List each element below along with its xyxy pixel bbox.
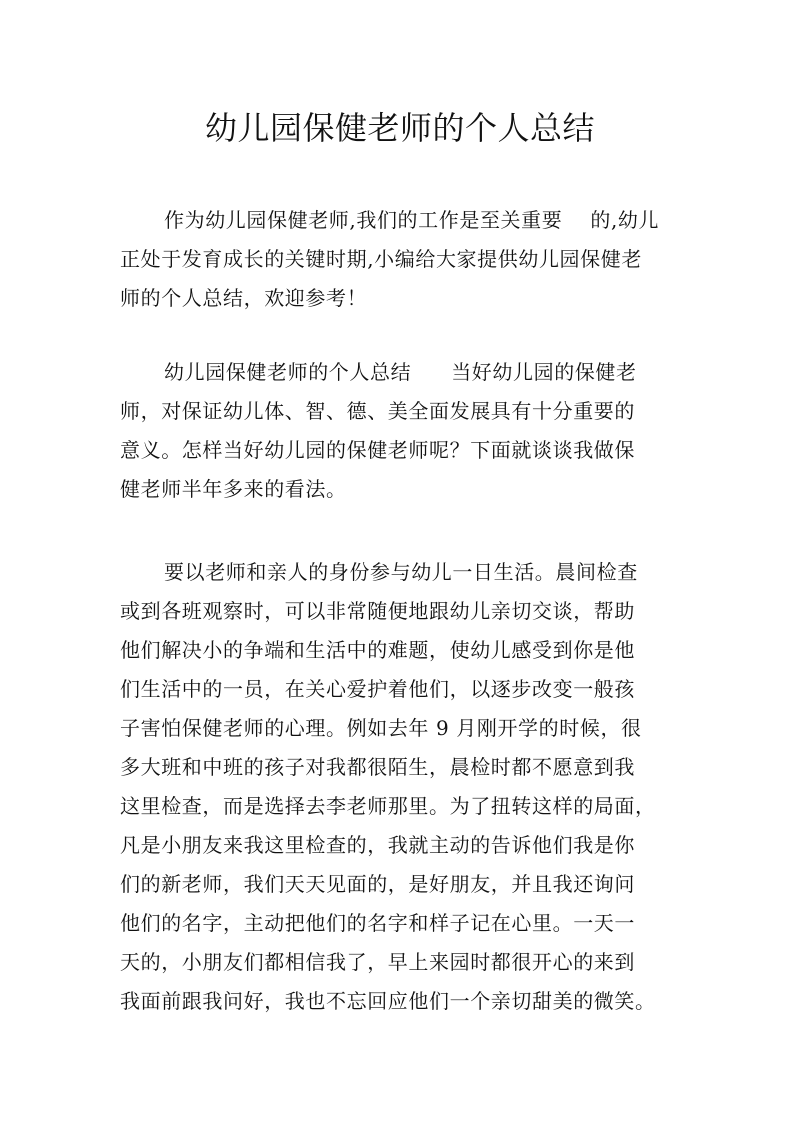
paragraph-line: 天的，小朋友们都相信我了，早上来园时都很开心的来到: [120, 950, 635, 974]
paragraph-line: 们的新老师，我们天天见面的，是好朋友，并且我还询问: [120, 872, 635, 896]
paragraph-line: 健老师半年多来的看法。: [120, 477, 347, 501]
paragraph-line: 我面前跟我问好，我也不忘回应他们一个亲切甜美的微笑。: [120, 989, 656, 1013]
paragraph-line: 师，对保证幼儿体、智、德、美全面发展具有十分重要的: [120, 399, 635, 423]
paragraph-line: 师的个人总结，欢迎参考！: [120, 286, 368, 310]
paragraph-body: [120, 553, 700, 1021]
paragraph-line: 要以老师和亲人的身份参与幼儿一日生活。晨间检查: [164, 560, 638, 584]
paragraph-line: 意义。怎样当好幼儿园的保健老师呢？下面就谈谈我做保: [120, 438, 635, 462]
paragraph-intro: [120, 201, 700, 318]
section-heading: 幼儿园保健老师的个人总结: [164, 360, 412, 384]
paragraph-line: 他们的名字，主动把他们的名字和样子记在心里。一天一: [120, 911, 635, 935]
paragraph-line: 幼儿园保健老师的个人总结 当好幼儿园的保健老: [164, 360, 637, 384]
paragraph-heading-intro: [120, 353, 700, 509]
paragraph-line: 正处于发育成长的关键时期,小编给大家提供幼儿园保健老: [120, 247, 642, 271]
paragraph-line: 子害怕保健老师的心理。例如去年 9 月刚开学的时候，很: [120, 716, 642, 740]
paragraph-line: 这里检查，而是选择去李老师那里。为了扭转这样的局面，: [120, 794, 656, 818]
paragraph-line: 他们解决小的争端和生活中的难题，使幼儿感受到你是他: [120, 638, 635, 662]
paragraph-line: 作为幼儿园保健老师,我们的工作是至关重要 的,幼儿: [164, 208, 660, 232]
paragraph-line: 多大班和中班的孩子对我都很陌生，晨检时都不愿意到我: [120, 755, 635, 779]
paragraph-line: 凡是小朋友来我这里检查的，我就主动的告诉他们我是你: [120, 833, 635, 857]
paragraph-line: 们生活中的一员，在关心爱护着他们，以逐步改变一般孩: [120, 677, 635, 701]
document-title: 幼儿园保健老师的个人总结: [204, 109, 595, 147]
paragraph-line: 或到各班观察时，可以非常随便地跟幼儿亲切交谈，帮助: [120, 599, 635, 623]
